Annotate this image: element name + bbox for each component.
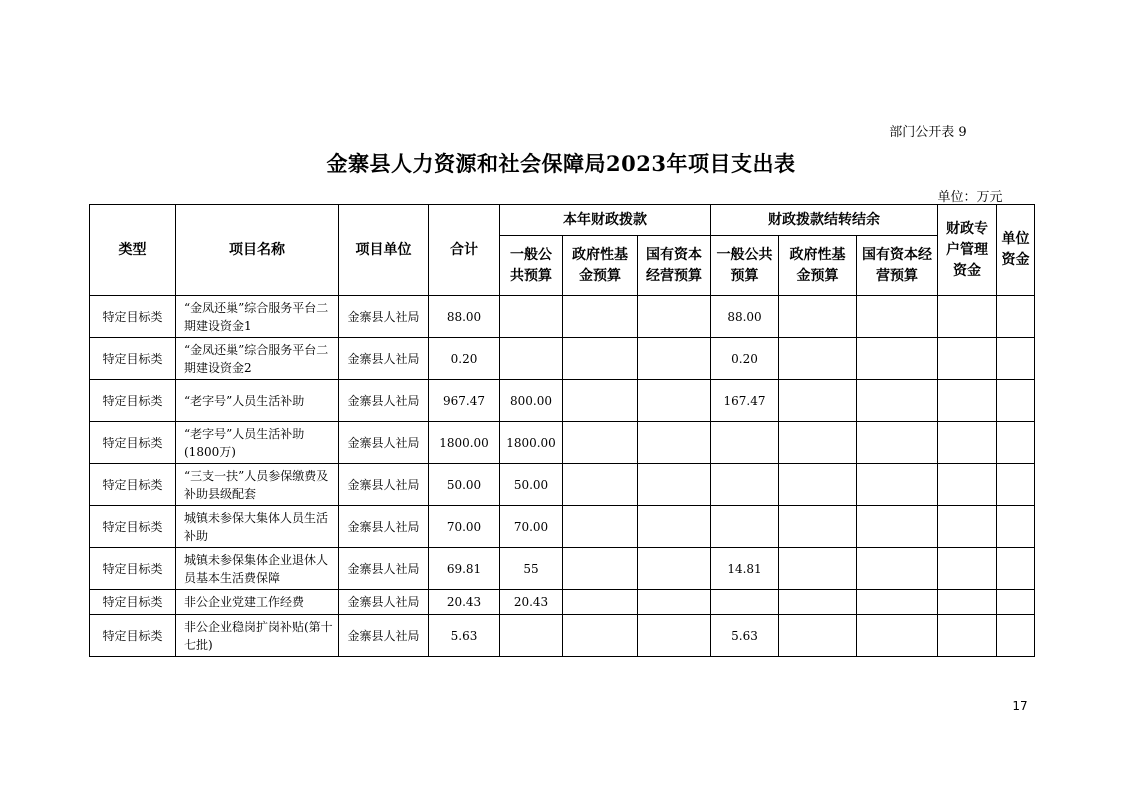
cell-project-unit: 金寨县人社局 [339,548,429,590]
cell-general-public: 50.00 [500,464,563,506]
cell-type: 特定目标类 [90,615,176,657]
cell-total: 967.47 [429,380,500,422]
cell-general-public [500,296,563,338]
cell-cf-state-capital [857,590,938,615]
table-row [90,615,1035,657]
cell-state-capital [638,296,711,338]
cell-cf-gov-fund [779,590,857,615]
cell-fiscal-account [938,506,997,548]
cell-project-unit: 金寨县人社局 [339,380,429,422]
cell-cf-general-public: 88.00 [711,296,779,338]
cell-fiscal-account [938,548,997,590]
cell-gov-fund [563,296,638,338]
cell-fiscal-account [938,464,997,506]
cell-unit-fund [997,615,1035,657]
cell-cf-general-public: 167.47 [711,380,779,422]
table-row [90,590,1035,615]
table-row [90,338,1035,380]
cell-cf-gov-fund [779,615,857,657]
cell-unit-fund [997,422,1035,464]
cell-state-capital [638,422,711,464]
cell-type: 特定目标类 [90,548,176,590]
cell-project-unit: 金寨县人社局 [339,422,429,464]
cell-cf-state-capital [857,548,938,590]
header-unit-fund: 单位资金 [997,205,1035,296]
unit-label: 单位：万元 [937,190,1003,205]
cell-cf-general-public [711,464,779,506]
cell-fiscal-account [938,380,997,422]
table-row [90,296,1035,338]
cell-cf-state-capital [857,506,938,548]
cell-fiscal-account [938,296,997,338]
cell-cf-gov-fund [779,548,857,590]
cell-general-public: 70.00 [500,506,563,548]
cell-project-unit: 金寨县人社局 [339,506,429,548]
cell-state-capital [638,506,711,548]
cell-cf-gov-fund [779,506,857,548]
cell-cf-gov-fund [779,380,857,422]
table-row [90,548,1035,590]
cell-unit-fund [997,590,1035,615]
cell-type: 特定目标类 [90,506,176,548]
cell-project-name: 城镇未参保集体企业退休人员基本生活费保障 [176,548,339,590]
cell-unit-fund [997,338,1035,380]
cell-fiscal-account [938,615,997,657]
cell-cf-gov-fund [779,296,857,338]
cell-unit-fund [997,548,1035,590]
cell-total: 88.00 [429,296,500,338]
cell-state-capital [638,338,711,380]
header-type: 类型 [90,205,176,296]
cell-type: 特定目标类 [90,464,176,506]
cell-unit-fund [997,296,1035,338]
cell-type: 特定目标类 [90,338,176,380]
cell-general-public: 800.00 [500,380,563,422]
cell-project-name: “老字号”人员生活补助 [176,380,339,422]
page-number: 17 [1012,699,1028,713]
header-cf-general-public: 一般公共预算 [711,236,779,296]
cell-cf-general-public: 14.81 [711,548,779,590]
cell-total: 5.63 [429,615,500,657]
cell-state-capital [638,615,711,657]
cell-type: 特定目标类 [90,380,176,422]
cell-cf-general-public [711,422,779,464]
cell-unit-fund [997,380,1035,422]
cell-project-unit: 金寨县人社局 [339,296,429,338]
cell-gov-fund [563,506,638,548]
cell-gov-fund [563,338,638,380]
cell-project-unit: 金寨县人社局 [339,590,429,615]
table-row [90,464,1035,506]
cell-project-name: 城镇未参保大集体人员生活补助 [176,506,339,548]
cell-cf-general-public: 0.20 [711,338,779,380]
cell-cf-gov-fund [779,338,857,380]
cell-cf-general-public [711,590,779,615]
cell-general-public [500,338,563,380]
cell-type: 特定目标类 [90,296,176,338]
project-expenditure-table [89,204,1035,657]
cell-type: 特定目标类 [90,422,176,464]
table-row [90,380,1035,422]
cell-fiscal-account [938,590,997,615]
cell-project-name: 非公企业党建工作经费 [176,590,339,615]
cell-project-unit: 金寨县人社局 [339,338,429,380]
cell-type: 特定目标类 [90,590,176,615]
cell-total: 70.00 [429,506,500,548]
cell-cf-state-capital [857,615,938,657]
cell-cf-state-capital [857,464,938,506]
cell-total: 69.81 [429,548,500,590]
cell-cf-state-capital [857,380,938,422]
cell-cf-general-public [711,506,779,548]
cell-general-public [500,615,563,657]
cell-gov-fund [563,590,638,615]
cell-total: 1800.00 [429,422,500,464]
cell-state-capital [638,464,711,506]
cell-project-name: “老字号”人员生活补助(1800万) [176,422,339,464]
header-current-year: 本年财政拨款 [500,205,711,236]
cell-total: 20.43 [429,590,500,615]
header-cf-gov-fund: 政府性基金预算 [779,236,857,296]
cell-state-capital [638,380,711,422]
cell-fiscal-account [938,338,997,380]
header-cf-state-capital: 国有资本经营预算 [857,236,938,296]
cell-cf-gov-fund [779,422,857,464]
cell-cf-state-capital [857,296,938,338]
cell-project-name: “金凤还巢”综合服务平台二期建设资金1 [176,296,339,338]
cell-cf-general-public: 5.63 [711,615,779,657]
cell-project-name: “金凤还巢”综合服务平台二期建设资金2 [176,338,339,380]
cell-gov-fund [563,422,638,464]
cell-gov-fund [563,464,638,506]
form-number: 部门公开表 9 [889,125,967,140]
cell-unit-fund [997,506,1035,548]
cell-cf-state-capital [857,338,938,380]
cell-project-name: “三支一扶”人员参保缴费及补助县级配套 [176,464,339,506]
table-row [90,422,1035,464]
cell-general-public: 20.43 [500,590,563,615]
cell-cf-state-capital [857,422,938,464]
cell-general-public: 1800.00 [500,422,563,464]
header-fiscal-account: 财政专户管理资金 [938,205,997,296]
cell-unit-fund [997,464,1035,506]
cell-total: 0.20 [429,338,500,380]
cell-project-unit: 金寨县人社局 [339,615,429,657]
header-carryover: 财政拨款结转结余 [711,205,938,236]
cell-gov-fund [563,548,638,590]
table-row [90,506,1035,548]
header-state-capital: 国有资本经营预算 [638,236,711,296]
cell-total: 50.00 [429,464,500,506]
cell-state-capital [638,548,711,590]
page-title: 金寨县人力资源和社会保障局2023年项目支出表 [326,151,796,176]
cell-state-capital [638,590,711,615]
cell-general-public: 55 [500,548,563,590]
cell-fiscal-account [938,422,997,464]
cell-project-unit: 金寨县人社局 [339,464,429,506]
header-total: 合计 [429,205,500,296]
header-general-public: 一般公共预算 [500,236,563,296]
header-gov-fund: 政府性基金预算 [563,236,638,296]
header-project-unit: 项目单位 [339,205,429,296]
cell-gov-fund [563,615,638,657]
cell-cf-gov-fund [779,464,857,506]
cell-project-name: 非公企业稳岗扩岗补贴(第十七批) [176,615,339,657]
cell-gov-fund [563,380,638,422]
header-project-name: 项目名称 [176,205,339,296]
